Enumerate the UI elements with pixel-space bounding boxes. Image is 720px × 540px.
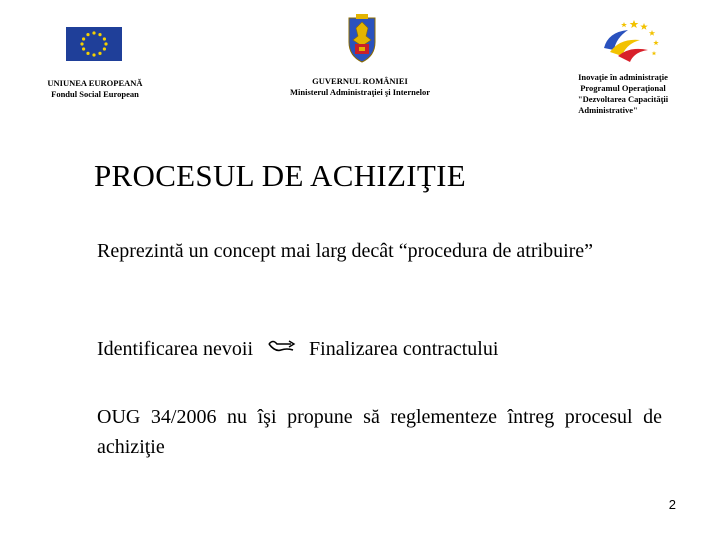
gov-caption-line2: Ministerul Administraţiei şi Internelor xyxy=(289,87,430,97)
program-caption-line1: Inovaţie în administraţie xyxy=(578,72,668,82)
eu-caption-line1: UNIUNEA EUROPEANĂ xyxy=(47,78,143,88)
flow-from: Identificarea nevoii xyxy=(97,338,254,360)
paragraph-oug: OUG 34/2006 nu îşi propune să reglementeze întreg procesul de achiziţie xyxy=(97,406,662,458)
eu-caption xyxy=(30,78,160,100)
romania-coat-of-arms-icon xyxy=(343,14,381,69)
flow-to: Finalizarea contractului xyxy=(309,338,499,360)
page-number: 2 xyxy=(668,497,676,512)
program-caption-line2: Programul Operaţional xyxy=(580,83,666,93)
eu-caption-line2: Fondul Social European xyxy=(51,89,139,99)
paragraph-concept: Reprezintă un concept mai larg decât “procedura de atribuire” xyxy=(97,240,594,262)
program-logo-icon xyxy=(600,18,662,71)
arrow-icon xyxy=(267,335,297,365)
gov-caption xyxy=(265,76,455,98)
flow-line xyxy=(97,334,662,365)
program-caption-line3: "Dezvoltarea Capacităţii xyxy=(577,94,669,104)
program-caption-line4: Administrative" xyxy=(578,105,638,115)
program-caption xyxy=(548,72,698,116)
gov-caption-line1: GUVERNUL ROMÂNIEI xyxy=(312,76,408,86)
slide-title: PROCESUL DE ACHIZIŢIE xyxy=(94,158,466,193)
eu-flag-icon xyxy=(66,27,122,66)
